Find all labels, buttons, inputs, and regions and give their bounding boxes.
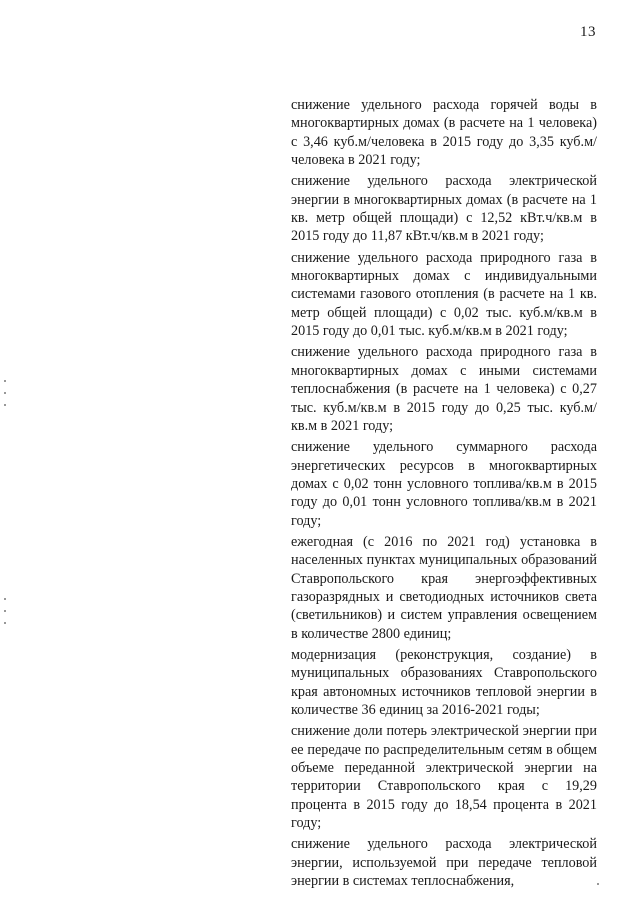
scan-mark [597, 883, 599, 885]
list-item: снижение удельного расхода электрической энергии, используемой при передаче тепловой энергии в системах теплоснабжения, [291, 836, 597, 890]
scan-mark [4, 380, 6, 382]
list-item: снижение удельного расхода природного газа в многоквартирных домах с индивидуальными системами газового отопления (в расчете на 1 кв. метр общей площади) с 0,02 тыс. куб.м/кв.м в 2015 году до 0,01 тыс. куб.м/кв.м в 2021 году; [291, 249, 597, 340]
list-item: снижение удельного расхода электрической энергии в многоквартирных домах (в расчете на 1 кв. метр общей площади) с 12,52 кВт.ч/кв.м в 2015 году до 11,87 кВт.ч/кв.м в 2021 году; [291, 173, 597, 245]
scan-mark [4, 622, 6, 624]
document-body [291, 96, 597, 893]
scan-mark [4, 610, 6, 612]
list-item: ежегодная (с 2016 по 2021 год) установка в населенных пунктах муниципальных образований Ставропольского края энергоэффективных газоразрядных и светодиодных источников света (светильников) и систем управления освещением в количестве 2800 единиц; [291, 533, 597, 642]
scan-mark [4, 404, 6, 406]
scan-mark [4, 392, 6, 394]
page-number: 13 [580, 24, 596, 40]
list-item: снижение удельного расхода горячей воды в многоквартирных домах (в расчете на 1 человека) с 3,46 куб.м/человека в 2015 году до 3,35 куб.м/человека в 2021 году; [291, 97, 597, 169]
list-item: снижение удельного суммарного расхода энергетических ресурсов в многоквартирных домах с 0,02 тонн условного топлива/кв.м в 2015 году до 0,01 тонн условного топлива/кв.м в 2021 году; [291, 439, 597, 529]
list-item: снижение удельного расхода природного газа в многоквартирных домах с иными системами теплоснабжения (в расчете на 1 человека) с 0,27 тыс. куб.м/кв.м в 2015 году до 0,25 тыс. куб.м/кв.м в 2021 году; [291, 344, 597, 434]
list-item: снижение доли потерь электрической энергии при ее передаче по распределительным сетям в общем объеме переданной электрической энергии на территории Ставропольского края с 19,29 процента в 2015 году до 18,54 процента в 2021 году; [291, 723, 597, 832]
list-item: модернизация (реконструкция, создание) в муниципальных образованиях Ставропольского края автономных источников тепловой энергии в количестве 36 единиц за 2016-2021 годы; [291, 646, 597, 718]
scan-mark [4, 598, 6, 600]
